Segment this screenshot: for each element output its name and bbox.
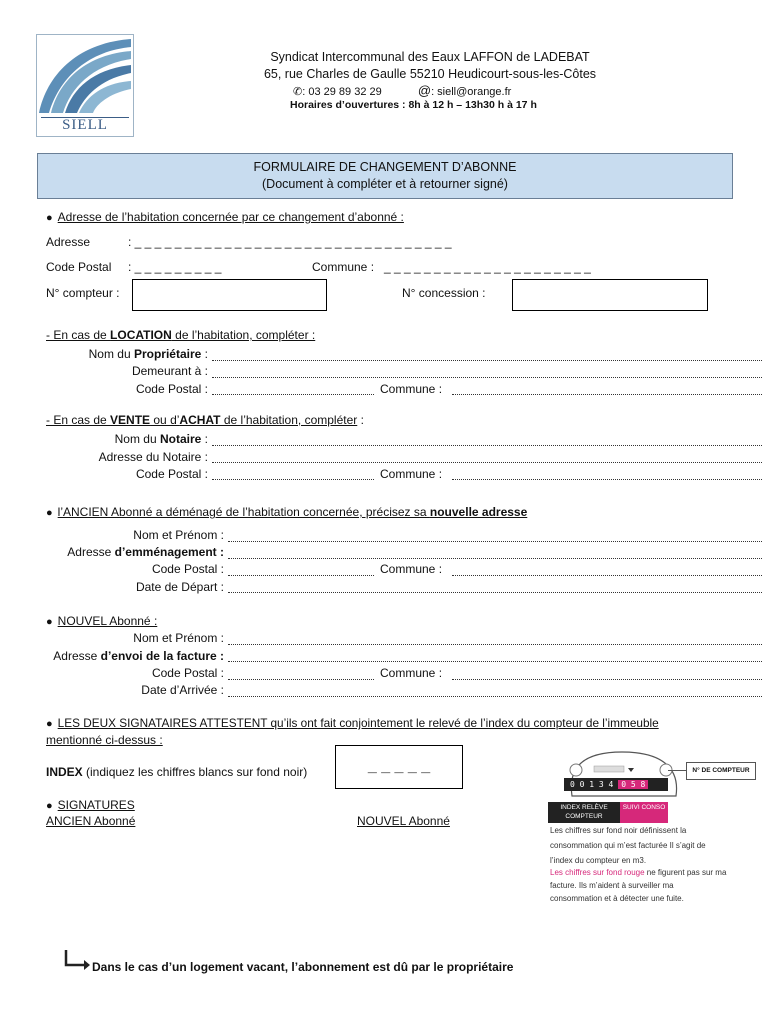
logo-graphic [37, 35, 133, 115]
meter-note-4: Les chiffres sur fond rouge ne figurent pas sur ma [550, 868, 727, 877]
nouvel-cp-label: Code Postal : [151, 666, 224, 680]
code-postal-label: Code Postal [46, 260, 112, 274]
form-title-box [37, 153, 733, 199]
index-releve-label: INDEX RELÈVE COMPTEUR [548, 802, 620, 823]
nouvel-heading: ● NOUVEL Abonné : [46, 614, 157, 628]
vente-cp-label: Code Postal : [135, 467, 208, 481]
nouvel-adresse-label: Adresse d’envoi de la facture : [53, 649, 224, 663]
index-label: INDEX (indiquez les chiffres blancs sur fond noir) [46, 765, 308, 779]
ancien-commune-field[interactable] [452, 575, 762, 576]
notaire-label: Nom du Notaire : [114, 432, 208, 446]
ancien-signature-label: ANCIEN Abonné [46, 814, 136, 828]
nouvel-signature-label: NOUVEL Abonné [357, 814, 450, 828]
ancien-cp-label: Code Postal : [151, 562, 224, 576]
location-commune-label: Commune : [380, 382, 443, 396]
phone-number: : 03 29 89 32 29 [302, 86, 382, 98]
date-depart-label: Date de Départ : [135, 580, 224, 594]
ancien-adresse-field[interactable] [228, 558, 762, 559]
contact-line [293, 83, 593, 98]
meter-note-1: Les chiffres sur fond noir définissent la [550, 826, 687, 835]
phone-icon: ✆ [293, 86, 303, 98]
org-name: Syndicat Intercommunal des Eaux LAFFON de LADEBAT [270, 50, 590, 64]
adresse-label: Adresse [46, 235, 91, 249]
footer-note: Dans le cas d’un logement vacant, l’abonnement est dû par le propriétaire [92, 960, 514, 974]
ancien-heading: ● l’ANCIEN Abonné a déménagé de l’habitation concernée, précisez sa nouvelle adresse [46, 505, 527, 519]
siell-logo [36, 34, 134, 137]
concession-label: N° concession : [402, 286, 486, 300]
ancien-commune-label: Commune : [380, 562, 443, 576]
ancien-nom-label: Nom et Prénom : [133, 528, 224, 542]
demeurant-label: Demeurant à : [131, 364, 208, 378]
meter-note-5: facture. Ils m’aident à surveiller ma [550, 881, 674, 890]
demeurant-field[interactable] [212, 377, 762, 378]
email-icon: @ [417, 83, 432, 98]
org-address: 65, rue Charles de Gaulle 55210 Heudicourt-sous-les-Côtes [263, 67, 597, 81]
suivi-conso-label: SUIVI CONSO [620, 802, 668, 823]
ancien-adresse-label: Adresse d’emménagement : [67, 545, 224, 559]
nouvel-cp-field[interactable] [228, 679, 374, 680]
opening-hours: Horaires d’ouvertures : 8h à 12 h – 13h30 h à 17 h [290, 99, 537, 111]
section-address-heading: ● Adresse de l’habitation concernée par ce changement d’abonné : [46, 210, 404, 224]
adresse-field[interactable]: : _ _ _ _ _ _ _ _ _ _ _ _ _ _ _ _ _ _ _ _ _ _ _ _ _ _ _ _ _ _ _ _ [128, 235, 452, 249]
meter-illustration [548, 748, 758, 828]
nouvel-adresse-field[interactable] [228, 661, 762, 662]
attest-line2: mentionné ci-dessus : [46, 733, 163, 747]
meter-digits-black: 0 0 1 3 4 [570, 780, 614, 789]
form-title: FORMULAIRE DE CHANGEMENT D’ABONNE [253, 160, 517, 174]
index-input[interactable]: _ _ _ _ _ [335, 745, 463, 789]
date-arrivee-label: Date d’Arrivée : [141, 683, 224, 697]
adresse-notaire-label: Adresse du Notaire : [98, 450, 208, 464]
location-heading: - En cas de LOCATION de l’habitation, compléter : [46, 328, 316, 342]
concession-input[interactable] [512, 279, 708, 311]
meter-note-6: consommation et à détecter une fuite. [550, 894, 684, 903]
logo-text: SIELL [62, 117, 108, 133]
nouvel-nom-label: Nom et Prénom : [133, 631, 224, 645]
location-cp-field[interactable] [212, 394, 374, 395]
location-commune-field[interactable] [452, 394, 762, 395]
notaire-field[interactable] [212, 445, 762, 446]
meter-number-label: N° DE COMPTEUR [686, 762, 756, 780]
nouvel-commune-label: Commune : [380, 666, 443, 680]
nouvel-commune-field[interactable] [452, 679, 762, 680]
date-depart-field[interactable] [228, 592, 762, 593]
vente-commune-label: Commune : [380, 467, 443, 481]
attest-line1: ● LES DEUX SIGNATAIRES ATTESTENT qu’ils ont fait conjointement le relevé de l’index du compteur de l’immeuble [46, 716, 659, 730]
meter-note-2: consommation qui m’est facturée Il s’agit de [550, 841, 706, 850]
ancien-nom-field[interactable] [228, 541, 762, 542]
arrow-return-icon [62, 948, 92, 972]
proprietaire-field[interactable] [212, 360, 762, 361]
form-subtitle: (Document à compléter et à retourner signé) [262, 177, 508, 191]
meter-digits [564, 778, 668, 791]
signatures-heading: ● SIGNATURES [46, 798, 135, 812]
meter-digits-red: 0 5 8 [618, 780, 648, 789]
commune-field[interactable]: _ _ _ _ _ _ _ _ _ _ _ _ _ _ _ _ _ _ _ _ _ [384, 260, 591, 274]
adresse-notaire-field[interactable] [212, 462, 762, 463]
compteur-label: N° compteur : [46, 286, 120, 300]
commune-label: Commune : [312, 260, 375, 274]
email-address: : siell@orange.fr [431, 86, 512, 98]
vente-commune-field[interactable] [452, 479, 762, 480]
nouvel-nom-field[interactable] [228, 644, 762, 645]
compteur-input[interactable] [132, 279, 327, 311]
location-cp-label: Code Postal : [135, 382, 208, 396]
vente-heading: - En cas de VENTE ou d’ACHAT de l’habitation, compléter : [46, 413, 364, 427]
code-postal-field[interactable]: : _ _ _ _ _ _ _ _ _ [128, 260, 222, 274]
meter-note-3: l’index du compteur en m3. [550, 856, 647, 865]
date-arrivee-field[interactable] [228, 696, 762, 697]
vente-cp-field[interactable] [212, 479, 374, 480]
proprietaire-label: Nom du Propriétaire : [88, 347, 208, 361]
ancien-cp-field[interactable] [228, 575, 374, 576]
